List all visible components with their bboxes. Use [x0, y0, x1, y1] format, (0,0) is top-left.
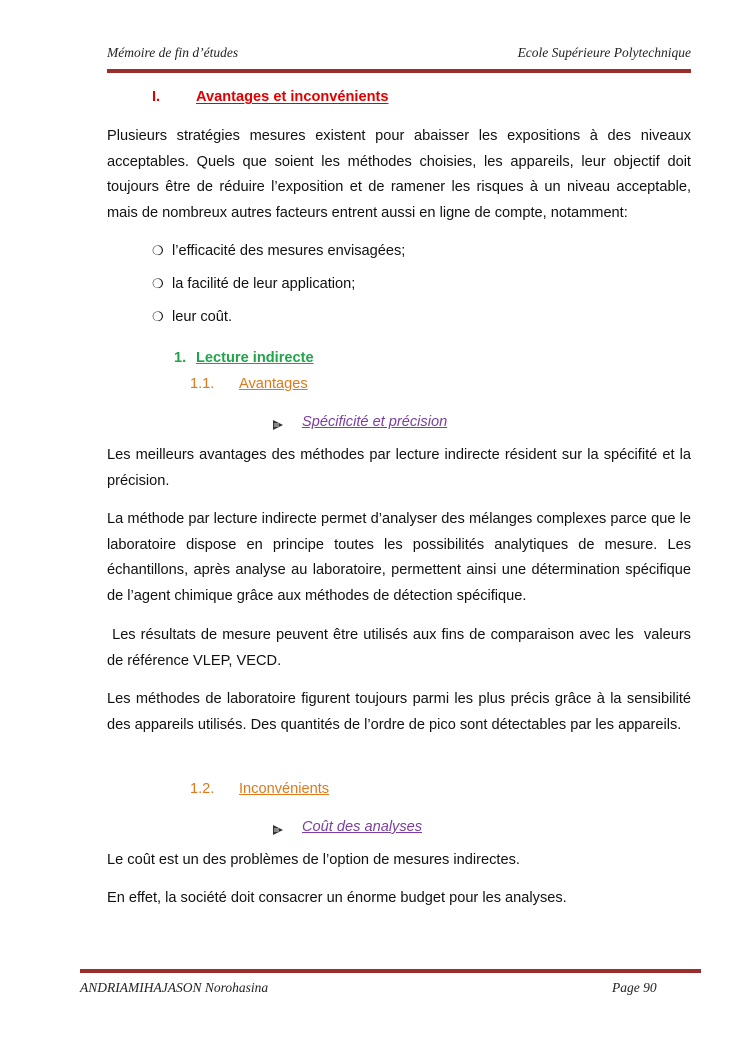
disadvantages-paragraph-2: En effet, la société doit consacrer un énorme budget pour les analyses. [107, 890, 567, 906]
advantages-title: Avantages [239, 376, 308, 392]
intro-paragraph: Plusieurs stratégies mesures existent pour abaisser les expositions à des niveaux acceptables. Quels que soient les méthodes choisies, les appareils, leur objectif doit toujours être de réduire l’exposition et de ramener les risques à un niveau acceptable, mais de nombreux autres facteurs entrent aussi en ligne de compte, notamment: [107, 128, 691, 221]
disadvantages-number: 1.2. [190, 781, 215, 797]
header-left: Mémoire de fin d’études [107, 45, 239, 60]
page-number: Page 90 [612, 980, 657, 995]
disadvantages-title: Inconvénients [239, 781, 330, 797]
footer-author: ANDRIAMIHAJASON Norohasina [80, 980, 269, 995]
subsection-number: 1. [174, 350, 187, 366]
circle-bullet-icon: ❍ [152, 243, 164, 258]
list-item: ❍ la facilité de leur application; [152, 276, 356, 292]
subsection-title: Lecture indirecte [196, 350, 314, 366]
advantages-paragraph-1: Les meilleurs avantages des méthodes par lecture indirecte résident sur la spécifité et la précision. [107, 447, 691, 489]
list-item: ❍ l’efficacité des mesures envisagées; [152, 243, 406, 259]
advantages-paragraph-3: Les résultats de mesure peuvent être utilisés aux fins de comparaison avec les valeurs de référence VLEP, VECD. [107, 627, 696, 669]
list-item: ❍ leur coût. [152, 309, 233, 325]
advantages-topic: Spécificité et précision [302, 414, 448, 430]
circle-bullet-icon: ❍ [152, 276, 164, 291]
arrow-bullet-icon [272, 418, 284, 436]
disadvantages-topic: Coût des analyses [302, 819, 423, 835]
advantages-paragraph-4: Les méthodes de laboratoire figurent toujours parmi les plus précis grâce à la sensibilité des appareils utilisés. Des quantités de l’ordre de pico sont détectables par les appareils. [107, 691, 691, 733]
advantages-paragraph-2: La méthode par lecture indirecte permet d’analyser des mélanges complexes parce que le laboratoire dispose en principe toutes les possibilités analytiques de mesure. Les échantillons, après analyse au laboratoire, permettent ainsi une détermination spécifique de l’agent chimique grâce aux méthodes de détection spécifique. [107, 511, 691, 604]
circle-bullet-icon: ❍ [152, 309, 164, 324]
header-right: Ecole Supérieure Polytechnique [517, 45, 691, 60]
advantages-number: 1.1. [190, 376, 215, 392]
header-rule [107, 69, 691, 73]
disadvantages-paragraph-1: Le coût est un des problèmes de l’option de mesures indirectes. [107, 852, 520, 868]
section-title: Avantages et inconvénients [196, 89, 389, 105]
section-number: I. [152, 89, 161, 105]
footer-rule [80, 969, 701, 973]
arrow-bullet-icon [272, 823, 284, 841]
